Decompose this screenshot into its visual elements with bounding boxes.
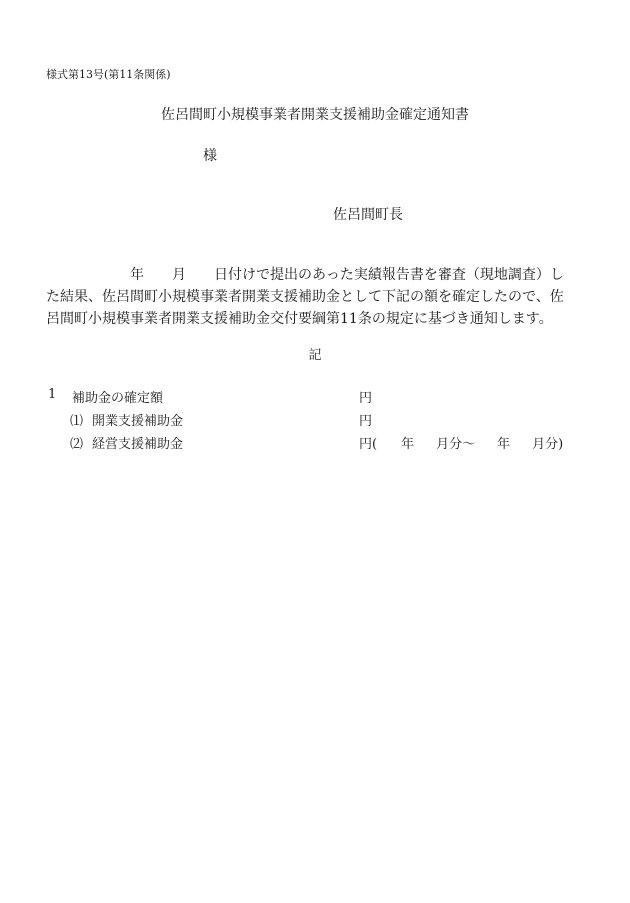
item-3-label: 経営支援補助金 xyxy=(92,437,184,452)
document-title: 佐呂間町小規模事業者開業支援補助金確定通知書 xyxy=(161,107,469,123)
period-open: ( xyxy=(372,437,378,452)
item-3-number: ⑵ xyxy=(70,437,84,452)
item-1-number: 1 xyxy=(48,387,57,402)
period-month-end: 月分) xyxy=(532,437,564,452)
issuer-name: 佐呂間町長 xyxy=(333,207,403,223)
date-month-label: 月 xyxy=(172,267,186,283)
notes-heading: 記 xyxy=(308,348,322,363)
item-1-unit: 円 xyxy=(359,391,373,406)
item-2-unit: 円 xyxy=(359,414,373,429)
body-line-1 xyxy=(46,264,564,284)
item-3-unit: 円 xyxy=(359,437,373,452)
period-month-start: 月分～ xyxy=(436,437,476,452)
body-line-2: た結果、佐呂間町小規模事業者開業支援補助金として下記の額を確定したので、佐 xyxy=(46,289,564,305)
item-1-label: 補助金の確定額 xyxy=(72,391,164,406)
item-3-amount-period xyxy=(359,433,563,452)
period-year-start: 年 xyxy=(401,437,415,452)
form-number: 様式第13号(第11条関係) xyxy=(46,68,171,81)
item-2-label: 開業支援補助金 xyxy=(92,414,184,429)
body-line-3: 呂間町小規模事業者開業支援補助金交付要綱第11条の規定に基づき通知します。 xyxy=(46,311,553,327)
period-year-end: 年 xyxy=(497,437,511,452)
addressee-suffix: 様 xyxy=(203,148,217,164)
item-2-number: ⑴ xyxy=(70,414,84,429)
date-year-label: 年 xyxy=(130,267,144,283)
body-line-1-text: 日付けで提出のあった実績報告書を審査（現地調査）し xyxy=(214,267,564,283)
